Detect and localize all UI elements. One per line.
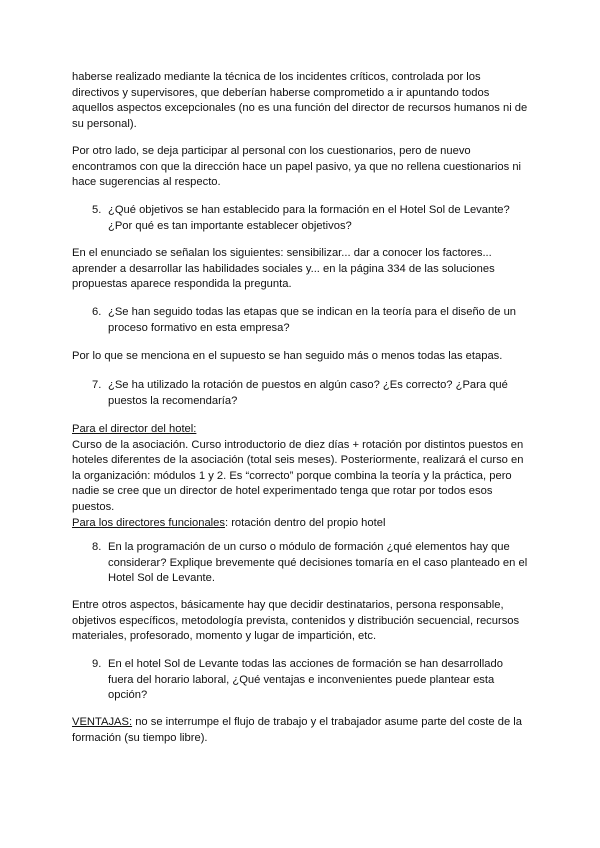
paragraph-programacion-respuesta: Entre otros aspectos, básicamente hay que decidir destinatarios, persona responsable, objetivos específicos, metodología prevista, contenidos y distribución secuencial, recursos materiales, profesorado, momento y lugar de impartición, etc. xyxy=(72,599,520,643)
question-number: 7. xyxy=(92,379,102,391)
question-number: 5. xyxy=(92,204,102,216)
question-7 xyxy=(92,378,528,409)
text-directores-funcionales: : rotación dentro del propio hotel xyxy=(224,516,386,529)
paragraph-etapas-respuesta: Por lo que se menciona en el supuesto se han seguido más o menos todas las etapas. xyxy=(72,350,503,362)
question-5 xyxy=(92,203,528,234)
paragraph-director-hotel: Curso de la asociación. Curso introductorio de diez días + rotación por distintos puestos en hoteles diferentes de la asociación (total seis meses). Posteriormente, realizará el curso en la organización: módulos 1 y 2. Es “correcto” porque combina la teoría y la práctica, pero nadie se cree que un director de hotel experimentado tenga que rotar por todos esos puestos. xyxy=(72,438,524,513)
question-text: ¿Se ha utilizado la rotación de puestos en algún caso? ¿Es correcto? ¿Para qué puestos la recomendaría? xyxy=(108,379,508,407)
question-text: En la programación de un curso o módulo de formación ¿qué elementos hay que considerar? Explique brevemente qué decisiones tomaría en el caso planteado en el Hotel Sol de Levante. xyxy=(108,541,528,585)
question-9 xyxy=(92,657,528,704)
text-ventajas: no se interrumpe el flujo de trabajo y el trabajador asume parte del coste de la formación (su tiempo libre). xyxy=(72,716,523,744)
question-number: 9. xyxy=(92,658,102,670)
question-6 xyxy=(92,305,528,336)
line-directores-funcionales xyxy=(72,516,528,532)
paragraph-incidentes-criticos: haberse realizado mediante la técnica de los incidentes críticos, controlada por los directivos y supervisores, que deberían haberse comprometido a ir apuntando todos aquellos aspectos excepcionales (no es una función del director de recursos humanos ni de su personal). xyxy=(72,71,528,130)
rotacion-respuesta xyxy=(72,422,528,531)
paragraph-cuestionarios: Por otro lado, se deja participar al personal con los cuestionarios, pero de nuevo encontramos con que la dirección hace un papel pasivo, ya que no rellena cuestionarios ni hace sugerencias al respecto. xyxy=(72,145,522,189)
question-8 xyxy=(92,540,528,587)
heading-director-hotel: Para el director del hotel: xyxy=(72,423,197,435)
question-text: En el hotel Sol de Levante todas las acciones de formación se han desarrollado fuera del horario laboral, ¿Qué ventajas e inconvenientes puede plantear esta opción? xyxy=(108,658,503,702)
question-text: ¿Se han seguido todas las etapas que se indican en la teoría para el diseño de un proceso formativo en esta empresa? xyxy=(108,306,517,334)
paragraph-objetivos-respuesta: En el enunciado se señalan los siguientes: sensibilizar... dar a conocer los factores... aprender a desarrollar las habilidades sociales y... en la página 334 de las soluciones propuestas aparece respondida la pregunta. xyxy=(72,247,495,291)
heading-ventajas: VENTAJAS: xyxy=(72,716,133,728)
question-text: ¿Qué objetivos se han establecido para la formación en el Hotel Sol de Levante? ¿Por qué es tan importante establecer objetivos? xyxy=(108,204,510,232)
question-number: 8. xyxy=(92,541,102,553)
paragraph-ventajas xyxy=(72,715,528,746)
heading-directores-funcionales: Para los directores funcionales xyxy=(72,516,225,529)
question-number: 6. xyxy=(92,306,102,318)
